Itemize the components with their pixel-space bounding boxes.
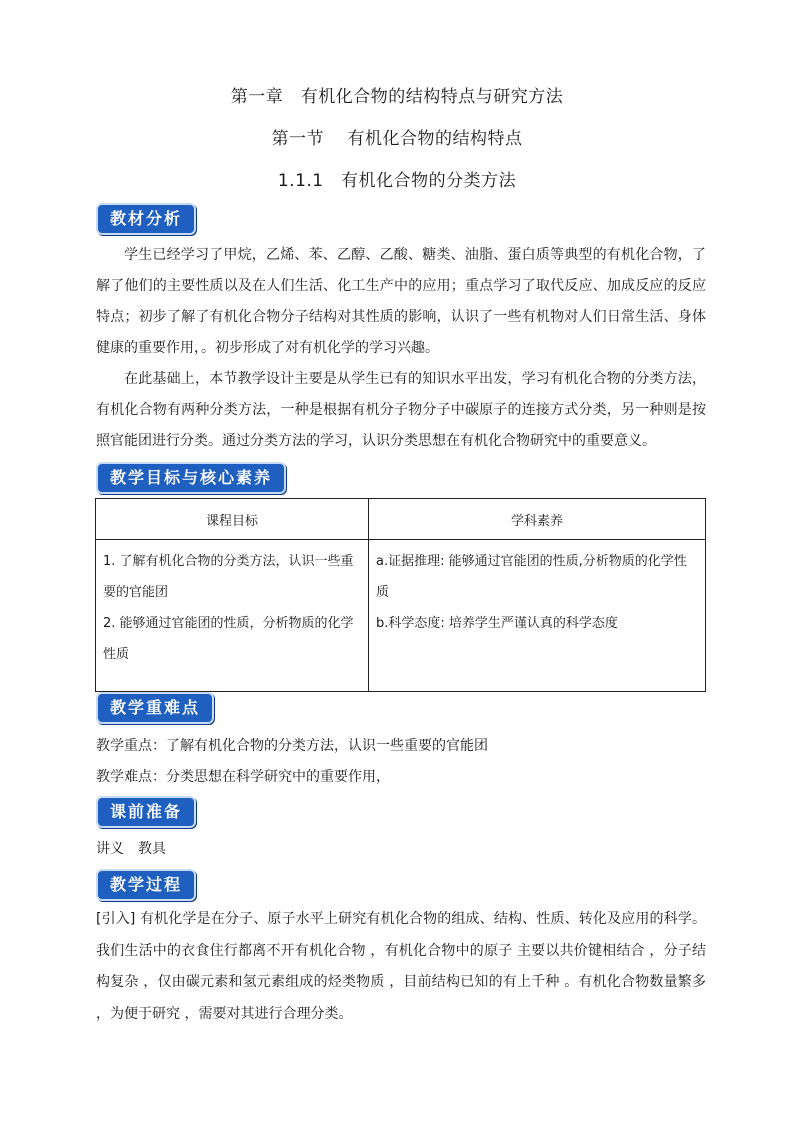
chapter-title: 第一章 有机化合物的结构特点与研究方法 xyxy=(230,87,564,107)
course-goal-1: 1. 了解有机化合物的分类方法，认识一些重要的官能团 xyxy=(103,554,354,600)
prep-badge: 课前准备 xyxy=(96,796,196,828)
analysis-text xyxy=(96,240,706,457)
goals-header-course: 课程目标 xyxy=(96,499,369,540)
process-intro: [引入] 有机化学是在分子、原子水平上研究有机化合物的组成、结构、性质、转化及应用的科学。我们生活中的衣食住行都离不开有机化合物 ，有机化合物中的原子 主要以共价键相结合 ，分子结构复杂 ，仅由碳元素和氢元素组成的烃类物质 ，目前结构已知的有上千种 。有机化合物数量繁多 ，为便于研究 ，需要对其进行合理分类。 xyxy=(96,911,706,1022)
goals-table-row xyxy=(96,540,706,692)
analysis-paragraph-1: 学生已经学习了甲烷，乙烯、苯、乙醇、乙酸、糖类、油脂、蛋白质等典型的有机化合物，了解了他们的主要性质以及在人们生活、化工生产中的应用；重点学习了取代反应、加成反应的反应特点；初步了解了有机化合物分子结构对其性质的影响，认识了一些有机物对人们日常生活、身体健康的重要作用，。初步形成了对有机化学的学习兴趣。 xyxy=(96,247,706,356)
goals-badge: 教学目标与核心素养 xyxy=(96,462,286,494)
key-points-badge: 教学重难点 xyxy=(96,692,214,724)
goals-table-header-row xyxy=(96,499,706,540)
goals-table xyxy=(95,498,706,692)
goals-header-literacy: 学科素养 xyxy=(369,499,706,540)
course-goal-2: 2. 能够通过官能团的性质，分析物质的化学性质 xyxy=(103,616,354,662)
teaching-focus: 教学重点：了解有机化合物的分类方法，认识一些重要的官能团 xyxy=(96,738,488,754)
analysis-paragraph-2: 在此基础上，本节教学设计主要是从学生已有的知识水平出发，学习有机化合物的分类方法，有机化合物有两种分类方法，一种是根据有机分子物分子中碳原子的连接方式分类，另一种则是按照官能团进行分类。通过分类方法的学习，认识分类思想在有机化合物研究中的重要意义。 xyxy=(96,371,706,449)
lesson-title: 1.1.1 有机化合物的分类方法 xyxy=(277,171,517,191)
literacy-item-b: b.科学态度: 培养学生严谨认真的科学态度 xyxy=(376,616,618,631)
analysis-badge: 教材分析 xyxy=(96,203,196,235)
section-title: 第一节 有机化合物的结构特点 xyxy=(271,129,523,149)
prep-text: 讲义 教具 xyxy=(96,841,166,857)
literacy-cell xyxy=(369,540,706,692)
course-goals-cell xyxy=(96,540,369,692)
literacy-item-a: a.证据推理: 能够通过官能团的性质,分析物质的化学性质 xyxy=(376,554,687,600)
process-badge: 教学过程 xyxy=(96,869,196,901)
teaching-difficulty: 教学难点：分类思想在科学研究中的重要作用， xyxy=(96,769,390,785)
